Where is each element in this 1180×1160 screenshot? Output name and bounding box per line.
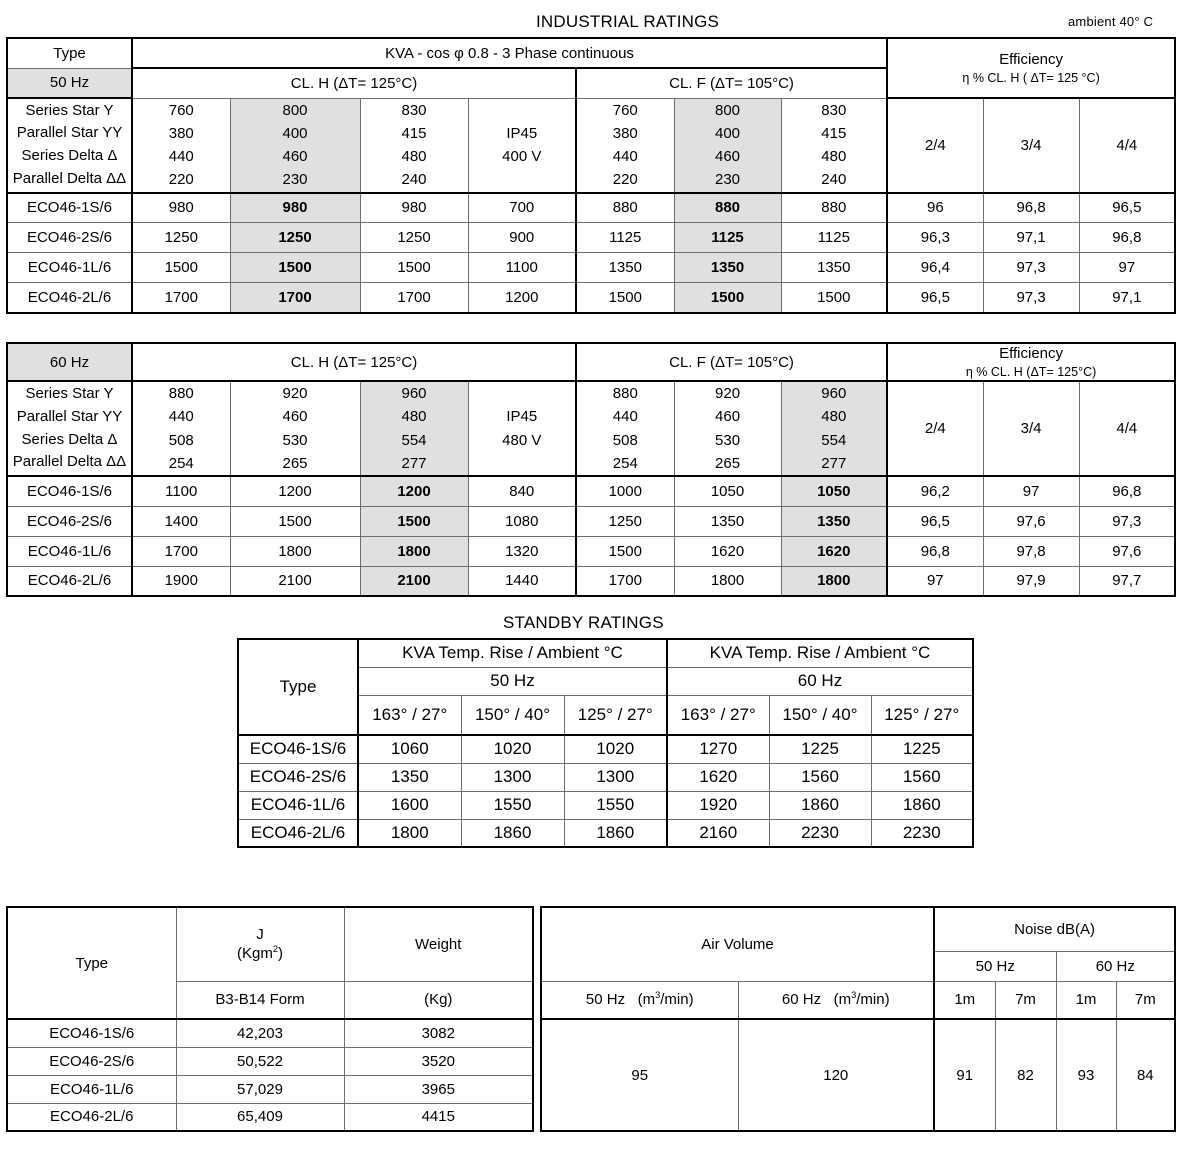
rating-value: 1125	[781, 223, 887, 253]
voltage-group-cell	[360, 98, 468, 193]
type-header-cell: Type	[7, 38, 132, 68]
voltage-value: 415	[401, 124, 427, 142]
rating-value-ip: 1440	[468, 566, 576, 596]
rating-value: 1350	[674, 506, 781, 536]
model-type-cell: ECO46-1S/6	[7, 193, 132, 223]
weight-header-cell	[344, 907, 533, 981]
voltage-value: 220	[168, 171, 194, 189]
weight-value: 3965	[344, 1075, 533, 1103]
efficiency-subtitle: η % CL. H ( ΔT= 125 °C)	[962, 71, 1100, 85]
table-row	[7, 476, 1175, 506]
kva-header-cell: KVA - cos φ 0.8 - 3 Phase continuous	[132, 38, 887, 68]
rating-value: 1250	[360, 223, 468, 253]
rating-value-highlighted: 1500	[230, 253, 360, 283]
winding-label: Series Star Y	[25, 101, 114, 119]
voltage-value: 508	[612, 431, 638, 449]
voltage-value: 230	[714, 171, 741, 189]
rating-value: 1700	[132, 283, 230, 313]
rating-value: 1700	[360, 283, 468, 313]
voltage-value: 460	[714, 148, 741, 165]
standby-ratings-table	[237, 638, 974, 848]
standby-value: 2160	[667, 819, 769, 847]
rating-value: 1500	[576, 536, 674, 566]
model-type-cell: ECO46-1S/6	[7, 1019, 176, 1047]
ip-rating-voltage: 400 V	[502, 148, 542, 165]
efficiency-header-cell-60hz	[887, 343, 1175, 381]
efficiency-value: 97,6	[983, 506, 1079, 536]
inertia-header-cell	[176, 907, 344, 981]
air-volume-50hz-value: 95	[541, 1019, 738, 1131]
standby-value: 1350	[358, 763, 461, 791]
rating-value: 1400	[132, 506, 230, 536]
efficiency-value: 97,3	[983, 283, 1079, 313]
voltage-value: 530	[282, 431, 308, 449]
model-type-cell: ECO46-1L/6	[7, 536, 132, 566]
voltage-value: 415	[821, 124, 847, 142]
model-type-cell: ECO46-2S/6	[7, 506, 132, 536]
class-h-header-60hz: CL. H (ΔT= 125°C)	[132, 343, 576, 381]
voltage-value: 440	[612, 148, 638, 165]
industrial-ratings-caption: INDUSTRIAL RATINGS	[536, 12, 720, 31]
standby-value: 1600	[358, 791, 461, 819]
voltage-value: 554	[401, 431, 427, 449]
temp-rise-subheader: 125° / 27°	[564, 695, 667, 735]
standby-value: 1560	[769, 763, 871, 791]
voltage-value: 920	[282, 385, 308, 402]
rating-value-highlighted: 1125	[674, 223, 781, 253]
frequency-label-50hz: 50 Hz	[7, 68, 132, 98]
rating-value: 1800	[230, 536, 360, 566]
model-type-cell: ECO46-2L/6	[238, 819, 358, 847]
table-row	[7, 193, 1175, 223]
load-fraction-header: 3/4	[983, 98, 1079, 193]
efficiency-value: 96,3	[887, 223, 983, 253]
voltage-value: 440	[168, 408, 194, 426]
efficiency-value: 96,2	[887, 476, 983, 506]
efficiency-value: 97,6	[1079, 536, 1175, 566]
rating-value: 1050	[674, 476, 781, 506]
voltage-value: 277	[401, 454, 427, 472]
rating-value-ip: 1320	[468, 536, 576, 566]
voltage-value: 440	[612, 408, 638, 426]
weight-title: Weight	[415, 935, 462, 953]
model-type-cell: ECO46-2L/6	[7, 566, 132, 596]
noise-distance-label: 7m	[995, 981, 1056, 1019]
industrial-ratings-60hz-table	[6, 342, 1176, 597]
rating-value: 1200	[230, 476, 360, 506]
air-60hz-label: 60 Hz	[781, 991, 822, 1009]
efficiency-value: 97,3	[1079, 506, 1175, 536]
class-f-header-60hz: CL. F (ΔT= 105°C)	[576, 343, 887, 381]
table-row	[7, 253, 1175, 283]
rating-value: 1500	[132, 253, 230, 283]
voltage-value: 480	[401, 408, 427, 426]
noise-value: 91	[934, 1019, 995, 1131]
efficiency-value: 97	[887, 566, 983, 596]
inertia-unit-close: )	[278, 945, 283, 963]
table-row	[238, 791, 973, 819]
rating-value-highlighted: 980	[230, 193, 360, 223]
rating-value: 980	[132, 193, 230, 223]
model-type-cell: ECO46-1S/6	[7, 476, 132, 506]
temp-rise-subheader: 163° / 27°	[358, 695, 461, 735]
load-fraction-header: 3/4	[983, 381, 1079, 476]
voltage-value: 880	[168, 385, 194, 402]
rating-value-ip: 1200	[468, 283, 576, 313]
table-gap-spacer	[533, 907, 541, 1047]
standby-value: 1225	[769, 735, 871, 763]
winding-label: Parallel Delta ΔΔ	[12, 453, 127, 471]
weight-value: 3082	[344, 1019, 533, 1047]
inertia-symbol: J	[256, 926, 264, 944]
voltage-value: 460	[715, 408, 741, 426]
inertia-value: 50,522	[176, 1047, 344, 1075]
rating-value: 1900	[132, 566, 230, 596]
voltage-value: 380	[168, 124, 194, 142]
voltage-value: 480	[821, 408, 847, 426]
standby-ratings-caption: STANDBY RATINGS	[503, 613, 664, 632]
efficiency-title: Efficiency	[999, 51, 1064, 68]
voltage-value: 460	[282, 408, 308, 426]
standby-value: 1860	[871, 791, 973, 819]
rating-value-highlighted: 1050	[781, 476, 887, 506]
winding-label: Series Star Y	[25, 384, 114, 402]
voltage-group-cell	[674, 98, 781, 193]
ip-rating-cell-60hz	[468, 381, 576, 476]
ambient-temperature-note: ambient 40° C	[1068, 14, 1154, 29]
rating-value-highlighted: 1800	[360, 536, 468, 566]
efficiency-value: 96,8	[1079, 223, 1175, 253]
noise-distance-label: 7m	[1116, 981, 1175, 1019]
temp-rise-subheader: 163° / 27°	[667, 695, 769, 735]
rating-value-highlighted: 1700	[230, 283, 360, 313]
table-row	[7, 223, 1175, 253]
table-row	[238, 735, 973, 763]
mechanical-data-table	[6, 906, 1176, 1132]
ip-rating-label: IP45	[506, 124, 538, 142]
inertia-form-label: B3-B14 Form	[176, 981, 344, 1019]
voltage-value: 760	[612, 101, 638, 119]
air-volume-60hz-value: 120	[738, 1019, 934, 1131]
efficiency-value: 96,8	[887, 536, 983, 566]
standby-value: 1620	[667, 763, 769, 791]
standby-value: 1860	[769, 791, 871, 819]
rating-value: 1500	[576, 283, 674, 313]
efficiency-header-cell	[887, 38, 1175, 98]
type-header-cell-standby: Type	[238, 639, 358, 735]
air-volume-60hz-header	[738, 981, 934, 1019]
voltage-value: 960	[821, 385, 847, 402]
noise-distance-label: 1m	[1056, 981, 1116, 1019]
efficiency-value: 96,5	[1079, 193, 1175, 223]
voltage-group-cell	[781, 381, 887, 476]
standby-frequency-60hz: 60 Hz	[667, 667, 973, 695]
voltage-value: 800	[282, 101, 308, 119]
voltage-value: 920	[715, 385, 741, 402]
standby-value: 1860	[564, 819, 667, 847]
rating-value: 1125	[576, 223, 674, 253]
winding-configuration-labels-50hz	[7, 98, 132, 193]
standby-value: 1550	[564, 791, 667, 819]
table-row	[238, 819, 973, 847]
rating-value-highlighted: 1200	[360, 476, 468, 506]
rating-value-highlighted: 1620	[781, 536, 887, 566]
rating-value: 1500	[230, 506, 360, 536]
efficiency-value: 96,5	[887, 506, 983, 536]
ip-rating-voltage: 480 V	[502, 431, 542, 449]
voltage-value: 254	[168, 454, 194, 472]
voltage-value: 400	[714, 124, 741, 142]
rating-value-highlighted: 1500	[674, 283, 781, 313]
inertia-value: 57,029	[176, 1075, 344, 1103]
rating-value: 1350	[781, 253, 887, 283]
table-row	[7, 566, 1175, 596]
noise-frequency-50hz: 50 Hz	[934, 951, 1056, 981]
rating-value: 1800	[674, 566, 781, 596]
voltage-group-cell	[230, 98, 360, 193]
standby-value: 1020	[564, 735, 667, 763]
winding-label: Parallel Delta ΔΔ	[12, 170, 127, 188]
voltage-group-cell	[576, 381, 674, 476]
efficiency-value: 97	[983, 476, 1079, 506]
standby-value: 2230	[871, 819, 973, 847]
rating-value: 2100	[230, 566, 360, 596]
winding-label: Parallel Star YY	[16, 124, 123, 142]
efficiency-value: 96,8	[1079, 476, 1175, 506]
standby-value: 1550	[461, 791, 564, 819]
standby-value: 1300	[461, 763, 564, 791]
efficiency-value: 96,8	[983, 193, 1079, 223]
rating-value: 880	[576, 193, 674, 223]
model-type-cell: ECO46-2S/6	[238, 763, 358, 791]
voltage-value: 440	[168, 148, 194, 165]
standby-frequency-50hz: 50 Hz	[358, 667, 667, 695]
inertia-value: 42,203	[176, 1019, 344, 1047]
voltage-value: 460	[282, 148, 308, 165]
voltage-value: 265	[715, 454, 741, 472]
type-header-cell-mech: Type	[7, 907, 176, 1019]
rating-value-highlighted: 1350	[781, 506, 887, 536]
voltage-value: 530	[715, 431, 741, 449]
rating-value-ip: 700	[468, 193, 576, 223]
model-type-cell: ECO46-2S/6	[7, 223, 132, 253]
voltage-value: 400	[282, 124, 308, 142]
load-fraction-header: 2/4	[887, 98, 983, 193]
standby-value: 1020	[461, 735, 564, 763]
model-type-cell: ECO46-2S/6	[7, 1047, 176, 1075]
temp-rise-subheader: 150° / 40°	[461, 695, 564, 735]
rating-value-ip: 840	[468, 476, 576, 506]
voltage-value: 830	[821, 101, 847, 119]
voltage-group-cell	[674, 381, 781, 476]
rating-value: 1350	[576, 253, 674, 283]
model-type-cell: ECO46-1L/6	[238, 791, 358, 819]
rating-value: 880	[781, 193, 887, 223]
rating-value-ip: 1100	[468, 253, 576, 283]
rating-value: 1620	[674, 536, 781, 566]
air-unit-exponent: 3	[655, 990, 661, 1001]
standby-value: 1920	[667, 791, 769, 819]
kva-temp-rise-header-60hz: KVA Temp. Rise / Ambient °C	[667, 639, 973, 667]
standby-value: 1225	[871, 735, 973, 763]
inertia-unit-open: (Kgm	[236, 945, 273, 963]
weight-unit-label: (Kg)	[344, 981, 533, 1019]
table-row	[238, 763, 973, 791]
efficiency-value: 97,7	[1079, 566, 1175, 596]
voltage-value: 230	[282, 171, 308, 189]
voltage-value: 760	[168, 101, 194, 119]
standby-value: 1300	[564, 763, 667, 791]
air-unit-open: (m	[833, 991, 852, 1009]
ip-rating-label: IP45	[506, 408, 538, 426]
noise-value: 93	[1056, 1019, 1116, 1131]
temp-rise-subheader: 150° / 40°	[769, 695, 871, 735]
efficiency-value: 97,9	[983, 566, 1079, 596]
efficiency-title: Efficiency	[999, 345, 1064, 362]
voltage-value: 800	[714, 101, 741, 119]
air-volume-50hz-header	[541, 981, 738, 1019]
efficiency-value: 97,8	[983, 536, 1079, 566]
air-unit-open: (m	[637, 991, 656, 1009]
standby-value: 1560	[871, 763, 973, 791]
voltage-value: 254	[612, 454, 638, 472]
table-row	[7, 536, 1175, 566]
efficiency-value: 96,5	[887, 283, 983, 313]
weight-value: 4415	[344, 1103, 533, 1131]
rating-value-ip: 900	[468, 223, 576, 253]
air-unit-close: /min)	[856, 991, 890, 1009]
standby-value: 2230	[769, 819, 871, 847]
load-fraction-header: 2/4	[887, 381, 983, 476]
rating-value: 1700	[132, 536, 230, 566]
ip-rating-cell-50hz	[468, 98, 576, 193]
voltage-value: 960	[401, 385, 427, 402]
voltage-group-cell	[132, 98, 230, 193]
inertia-unit-exponent: 2	[272, 944, 278, 955]
model-type-cell: ECO46-2L/6	[7, 283, 132, 313]
winding-configuration-labels-60hz	[7, 381, 132, 476]
voltage-value: 220	[612, 171, 638, 189]
rating-value-highlighted: 1800	[781, 566, 887, 596]
model-type-cell: ECO46-1S/6	[238, 735, 358, 763]
voltage-value: 508	[168, 431, 194, 449]
voltage-group-cell	[576, 98, 674, 193]
efficiency-value: 97,1	[1079, 283, 1175, 313]
noise-header-cell: Noise dB(A)	[934, 907, 1175, 951]
model-type-cell: ECO46-2L/6	[7, 1103, 176, 1131]
voltage-value: 480	[401, 148, 427, 165]
noise-frequency-60hz: 60 Hz	[1056, 951, 1175, 981]
rating-value-highlighted: 880	[674, 193, 781, 223]
efficiency-subtitle: η % CL. H (ΔT= 125°C)	[965, 365, 1097, 379]
noise-value: 84	[1116, 1019, 1175, 1131]
noise-value: 82	[995, 1019, 1056, 1131]
class-f-header-50hz: CL. F (ΔT= 105°C)	[576, 68, 887, 98]
voltage-group-cell	[360, 381, 468, 476]
noise-distance-label: 1m	[934, 981, 995, 1019]
load-fraction-header: 4/4	[1079, 98, 1175, 193]
air-unit-close: /min)	[660, 991, 694, 1009]
table-row	[7, 283, 1175, 313]
rating-value: 1500	[360, 253, 468, 283]
frequency-label-60hz: 60 Hz	[7, 343, 132, 381]
voltage-group-cell	[132, 381, 230, 476]
standby-value: 1270	[667, 735, 769, 763]
model-type-cell: ECO46-1L/6	[7, 1075, 176, 1103]
rating-value: 980	[360, 193, 468, 223]
voltage-group-cell	[230, 381, 360, 476]
temp-rise-subheader: 125° / 27°	[871, 695, 973, 735]
winding-label: Series Delta Δ	[21, 147, 118, 165]
winding-label: Series Delta Δ	[21, 430, 118, 448]
rating-value: 1700	[576, 566, 674, 596]
weight-value: 3520	[344, 1047, 533, 1075]
air-volume-header-cell: Air Volume	[541, 907, 934, 981]
standby-value: 1800	[358, 819, 461, 847]
voltage-value: 265	[282, 454, 308, 472]
inertia-value: 65,409	[176, 1103, 344, 1131]
kva-temp-rise-header-50hz: KVA Temp. Rise / Ambient °C	[358, 639, 667, 667]
rating-value: 1500	[781, 283, 887, 313]
efficiency-value: 97,3	[983, 253, 1079, 283]
air-50hz-label: 50 Hz	[585, 991, 626, 1009]
inertia-unit	[177, 945, 344, 962]
rating-value-highlighted: 1500	[360, 506, 468, 536]
rating-value-ip: 1080	[468, 506, 576, 536]
voltage-value: 277	[821, 454, 847, 472]
standby-value: 1860	[461, 819, 564, 847]
rating-value: 1250	[576, 506, 674, 536]
winding-label: Parallel Star YY	[16, 407, 123, 425]
efficiency-value: 96	[887, 193, 983, 223]
voltage-value: 554	[821, 431, 847, 449]
rating-value-highlighted: 1350	[674, 253, 781, 283]
efficiency-value: 96,4	[887, 253, 983, 283]
voltage-value: 480	[821, 148, 847, 165]
class-h-header-50hz: CL. H (ΔT= 125°C)	[132, 68, 576, 98]
model-type-cell: ECO46-1L/6	[7, 253, 132, 283]
voltage-group-cell	[781, 98, 887, 193]
voltage-value: 830	[401, 101, 427, 119]
standby-value: 1060	[358, 735, 461, 763]
load-fraction-header: 4/4	[1079, 381, 1175, 476]
voltage-value: 380	[612, 124, 638, 142]
voltage-value: 240	[401, 171, 427, 189]
efficiency-value: 97	[1079, 253, 1175, 283]
rating-value: 1100	[132, 476, 230, 506]
air-unit-exponent: 3	[851, 990, 857, 1001]
rating-value-highlighted: 2100	[360, 566, 468, 596]
efficiency-value: 97,1	[983, 223, 1079, 253]
table-row	[7, 1019, 1175, 1047]
voltage-value: 880	[612, 385, 638, 402]
rating-value: 1000	[576, 476, 674, 506]
table-row	[7, 506, 1175, 536]
rating-value-highlighted: 1250	[230, 223, 360, 253]
industrial-ratings-50hz-table	[6, 37, 1176, 314]
voltage-value: 240	[821, 171, 847, 189]
rating-value: 1250	[132, 223, 230, 253]
